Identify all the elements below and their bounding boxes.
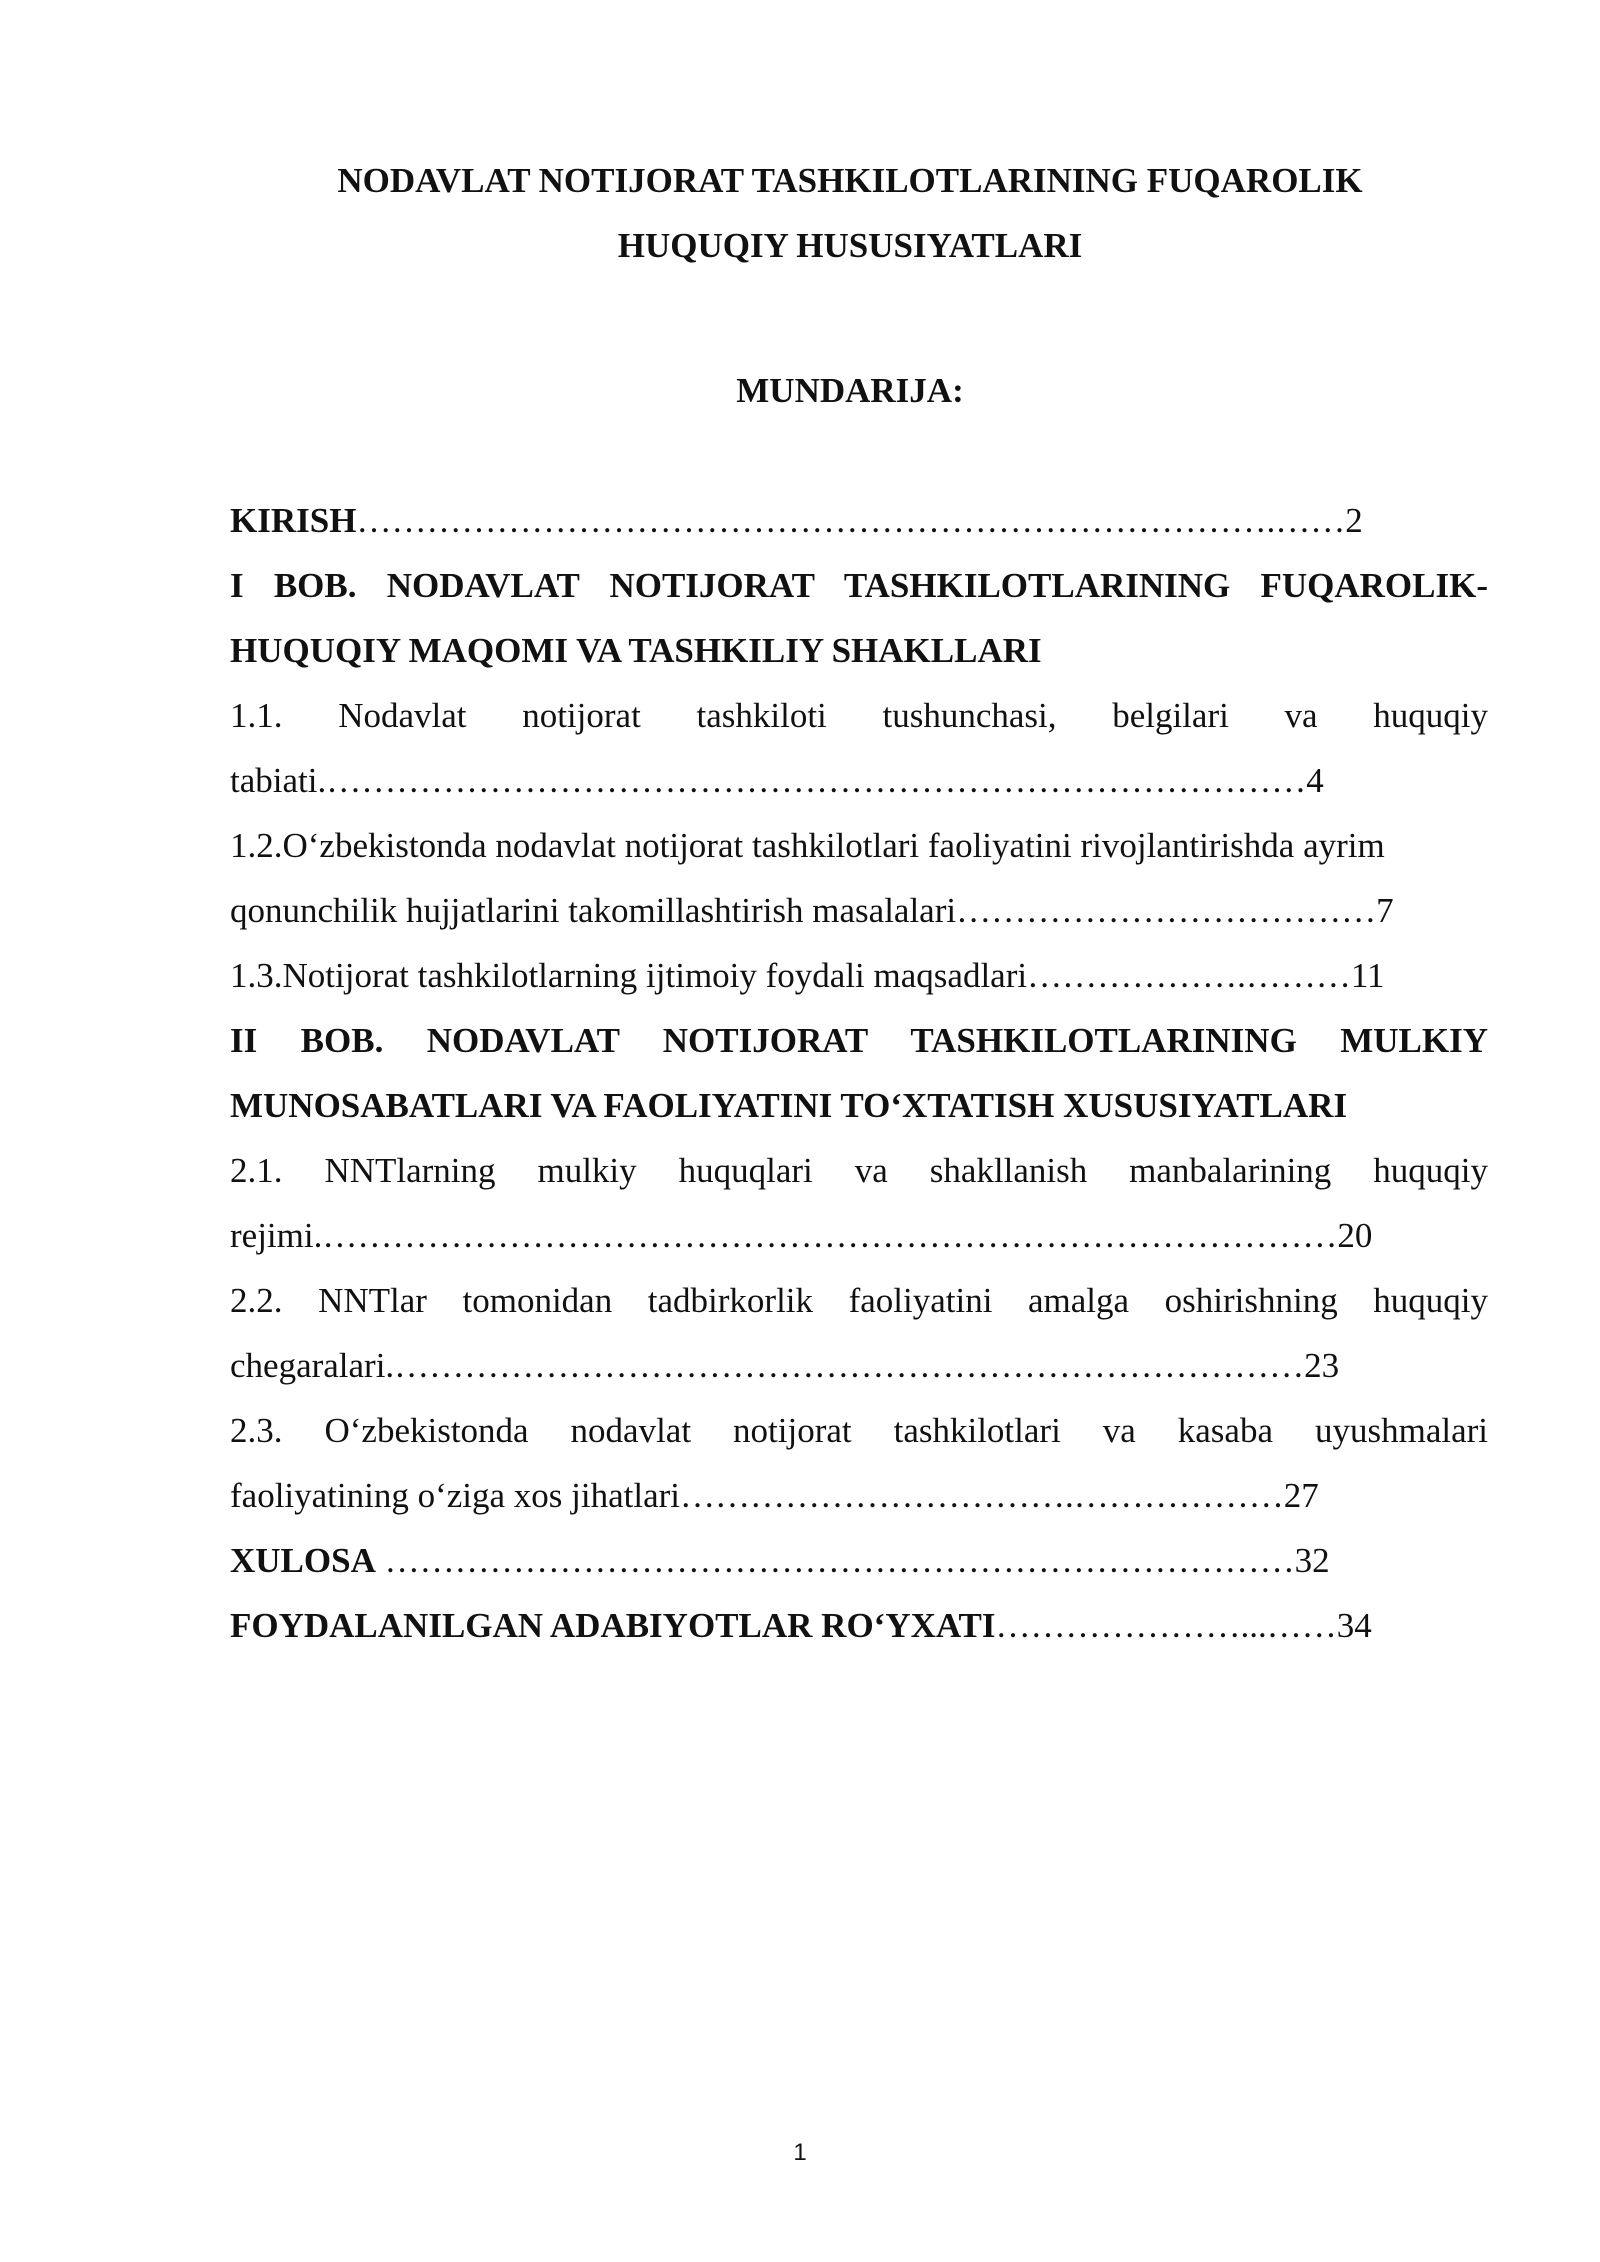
document-title-line-1: NODAVLAT NOTIJORAT TASHKILOTLARINING FUQAROLIK — [337, 161, 1363, 200]
toc-chapter-2-line-1[interactable]: II BOB. NODAVLAT NOTIJORAT TASHKILOTLARINING MULKIY — [230, 1021, 1488, 1060]
toc-chapter-1-line-2[interactable]: HUQUQIY MAQOMI VA TASHKILIY SHAKLLARI — [230, 631, 1042, 670]
toc-references-leader: …………………...……34 — [995, 1606, 1372, 1645]
toc-section-2-1-line-1[interactable]: 2.1. NNTlarning mulkiy huquqlari va shakllanish manbalarining huquqiy — [230, 1151, 1488, 1190]
toc-xulosa-leader: ……………………………………………………………………32 — [375, 1541, 1330, 1580]
toc-section-1-2-line-1[interactable]: 1.2.O‘zbekistonda nodavlat notijorat tashkilotlari faoliyatini rivojlantirishda ayrim — [230, 826, 1385, 865]
document-title-line-2: HUQUQIY HUSUSIYATLARI — [617, 226, 1083, 265]
toc-chapter-2-line-2[interactable]: MUNOSABATLARI VA FAOLIYATINI TO‘XTATISH XUSUSIYATLARI — [230, 1086, 1348, 1125]
document-title — [230, 148, 1470, 278]
toc-kirish-label: KIRISH — [230, 501, 357, 540]
table-of-contents — [230, 488, 1488, 1658]
page-number: 1 — [793, 2139, 807, 2166]
toc-entry-references[interactable] — [230, 1593, 1488, 1658]
toc-section-2-2-line-1[interactable]: 2.2. NNTlar tomonidan tadbirkorlik faoliyatini amalga oshirishning huquqiy — [230, 1281, 1488, 1320]
toc-xulosa-label: XULOSA — [230, 1541, 376, 1580]
toc-entry-kirish[interactable] — [230, 488, 1488, 553]
toc-section-1-1-line-2[interactable]: tabiati.…………………………………………………………………………4 — [230, 761, 1324, 800]
toc-section-1-2-line-2[interactable]: qonunchilik hujjatlarini takomillashtirish masalalari………………………………7 — [230, 891, 1394, 930]
toc-section-2-3-line-1[interactable]: 2.3. O‘zbekistonda nodavlat notijorat tashkilotlari va kasaba uyushmalari — [230, 1411, 1488, 1450]
toc-section-1-3[interactable]: 1.3.Notijorat tashkilotlarning ijtimoiy foydali maqsadlari……………….………11 — [230, 956, 1385, 995]
toc-references-label: FOYDALANILGAN ADABIYOTLAR RO‘YXATI — [230, 1606, 996, 1645]
toc-entry-xulosa[interactable] — [230, 1528, 1488, 1593]
toc-section-2-3-line-2[interactable]: faoliyatining o‘ziga xos jihatlari…………………………….………………27 — [230, 1476, 1319, 1515]
toc-section-2-1-line-2[interactable]: rejimi.……………………………………………………………………………20 — [230, 1216, 1373, 1255]
contents-heading: MUNDARIJA: — [736, 371, 964, 410]
toc-section-2-2-line-2[interactable]: chegaralari.……………………………………………………………………23 — [230, 1346, 1340, 1385]
toc-chapter-1-line-1[interactable]: I BOB. NODAVLAT NOTIJORAT TASHKILOTLARINING FUQAROLIK- — [230, 566, 1488, 605]
toc-section-1-1-line-1[interactable]: 1.1. Nodavlat notijorat tashkiloti tushunchasi, belgilari va huquqiy — [230, 696, 1488, 735]
toc-kirish-leader: …………………………………………………………………….……2 — [356, 501, 1363, 540]
